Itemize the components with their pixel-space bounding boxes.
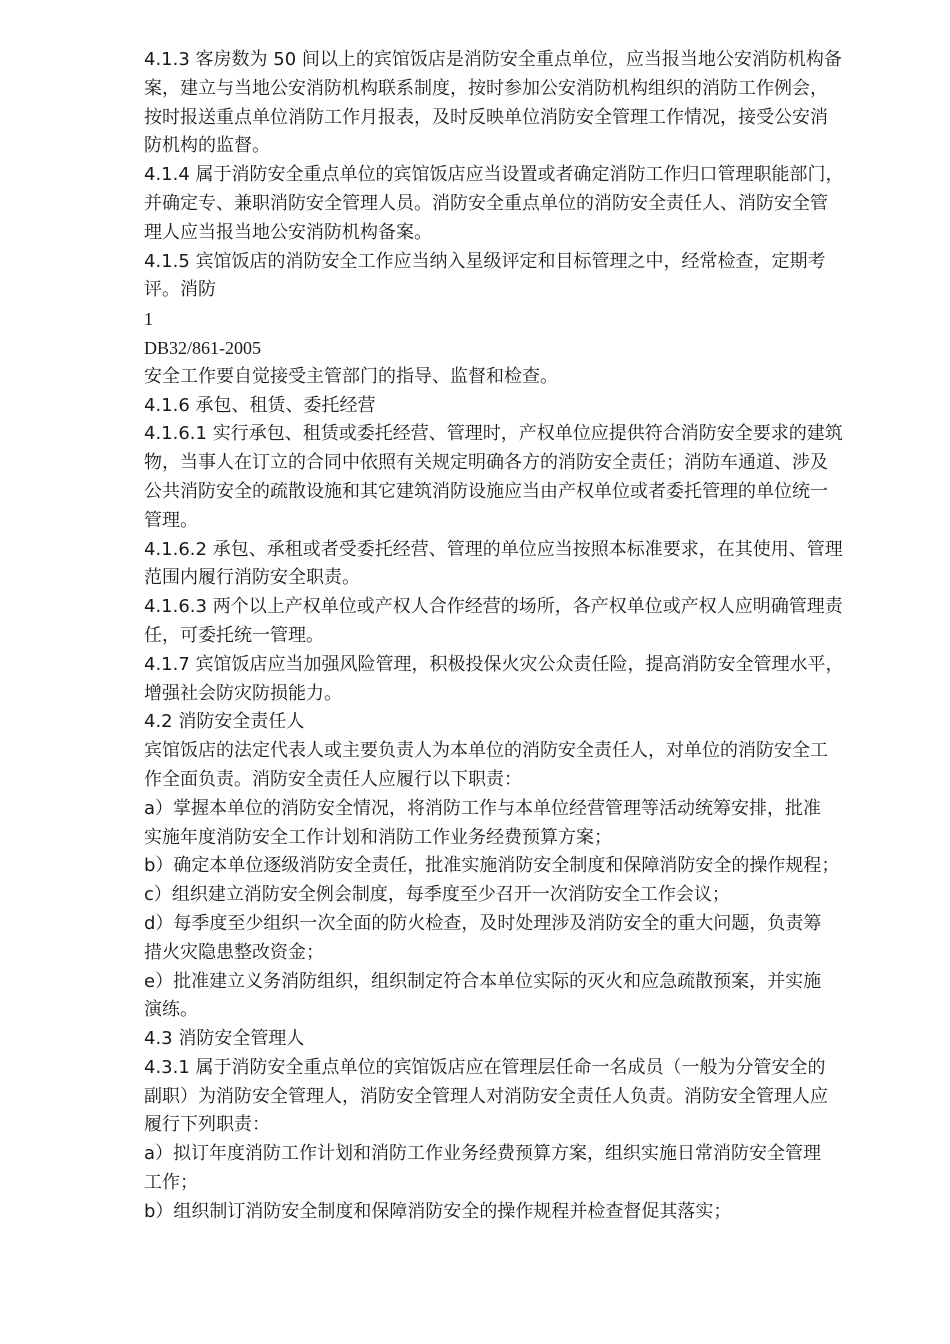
list-item: b）确定本单位逐级消防安全责任，批准实施消防安全制度和保障消防安全的操作规程； [144, 855, 840, 877]
text-line: 公共消防安全的疏散设施和其它建筑消防设施应当由产权单位或者委托管理的单位统一 [144, 480, 828, 502]
list-item: e）批准建立义务消防组织，组织制定符合本单位实际的灭火和应急疏散预案，并实施 [144, 970, 822, 992]
text-line: 按时报送重点单位消防工作月报表，及时反映单位消防安全管理工作情况，接受公安消 [144, 106, 828, 128]
text-line: 4.1.3 客房数为 50 间以上的宾馆饭店是消防安全重点单位，应当报当地公安消防机构备 [144, 49, 842, 70]
text-line: 管理。 [144, 509, 198, 531]
text-line: 防机构的监督。 [144, 135, 270, 157]
section-heading: 4.3 消防安全管理人 [144, 1028, 305, 1050]
text-line: 演练。 [144, 999, 198, 1021]
text-line: 实施年度消防安全工作计划和消防工作业务经费预算方案； [144, 826, 612, 848]
document-body [144, 46, 884, 1227]
text-line: 作全面负责。消防安全责任人应履行以下职责： [144, 768, 522, 790]
list-item: b）组织制订消防安全制度和保障消防安全的操作规程并检查督促其落实； [144, 1200, 732, 1222]
list-item: d）每季度至少组织一次全面的防火检查，及时处理涉及消防安全的重大问题，负责筹 [144, 912, 822, 934]
text-line: 履行下列职责： [144, 1114, 270, 1136]
text-line: 案，建立与当地公安消防机构联系制度，按时参加公安消防机构组织的消防工作例会， [144, 77, 828, 99]
list-item: a）拟订年度消防工作计划和消防工作业务经费预算方案，组织实施日常消防安全管理 [144, 1143, 822, 1165]
text-line: 4.1.4 属于消防安全重点单位的宾馆饭店应当设置或者确定消防工作归口管理职能部门， [144, 164, 844, 186]
text-line: 任，可委托统一管理。 [144, 624, 324, 646]
text-line: 副职）为消防安全管理人，消防安全管理人对消防安全责任人负责。消防安全管理人应 [144, 1085, 828, 1107]
section-heading: 4.2 消防安全责任人 [144, 711, 305, 733]
text-line: 理人应当报当地公安消防机构备案。 [144, 221, 432, 243]
text-line: 4.1.6.3 两个以上产权单位或产权人合作经营的场所，各产权单位或产权人应明确管理责 [144, 596, 843, 618]
text-line: 并确定专、兼职消防安全管理人员。消防安全重点单位的消防安全责任人、消防安全管 [144, 192, 828, 214]
text-line: 评。消防 [144, 279, 216, 301]
text-line: 4.1.5 宾馆饭店的消防安全工作应当纳入星级评定和目标管理之中，经常检查，定期考 [144, 250, 826, 272]
text-line: 安全工作要自觉接受主管部门的指导、监督和检查。 [144, 365, 558, 387]
text-line: 工作； [144, 1172, 198, 1194]
text-line: 物，当事人在订立的合同中依照有关规定明确各方的消防安全责任；消防车通道、涉及 [144, 452, 828, 474]
page-number: 1 [144, 309, 153, 330]
section-heading: 4.1.6 承包、租赁、委托经营 [144, 394, 376, 416]
document-code: DB32/861-2005 [144, 337, 261, 358]
list-item: a）掌握本单位的消防安全情况，将消防工作与本单位经营管理等活动统筹安排，批准 [144, 797, 822, 819]
text-line: 4.1.6.1 实行承包、租赁或委托经营、管理时，产权单位应提供符合消防安全要求的建筑 [144, 423, 843, 445]
text-line: 宾馆饭店的法定代表人或主要负责人为本单位的消防安全责任人，对单位的消防安全工 [144, 740, 828, 762]
text-line: 4.1.7 宾馆饭店应当加强风险管理，积极投保火灾公众责任险，提高消防安全管理水平， [144, 653, 844, 675]
text-line: 4.1.6.2 承包、承租或者受委托经营、管理的单位应当按照本标准要求，在其使用、管理 [144, 538, 843, 560]
text-line: 4.3.1 属于消防安全重点单位的宾馆饭店应在管理层任命一名成员（一般为分管安全的 [144, 1056, 826, 1078]
text-line: 措火灾隐患整改资金； [144, 941, 324, 963]
text-line: 增强社会防灾防损能力。 [144, 682, 342, 704]
text-line: 范围内履行消防安全职责。 [144, 567, 360, 589]
list-item: c）组织建立消防安全例会制度，每季度至少召开一次消防安全工作会议； [144, 884, 730, 906]
